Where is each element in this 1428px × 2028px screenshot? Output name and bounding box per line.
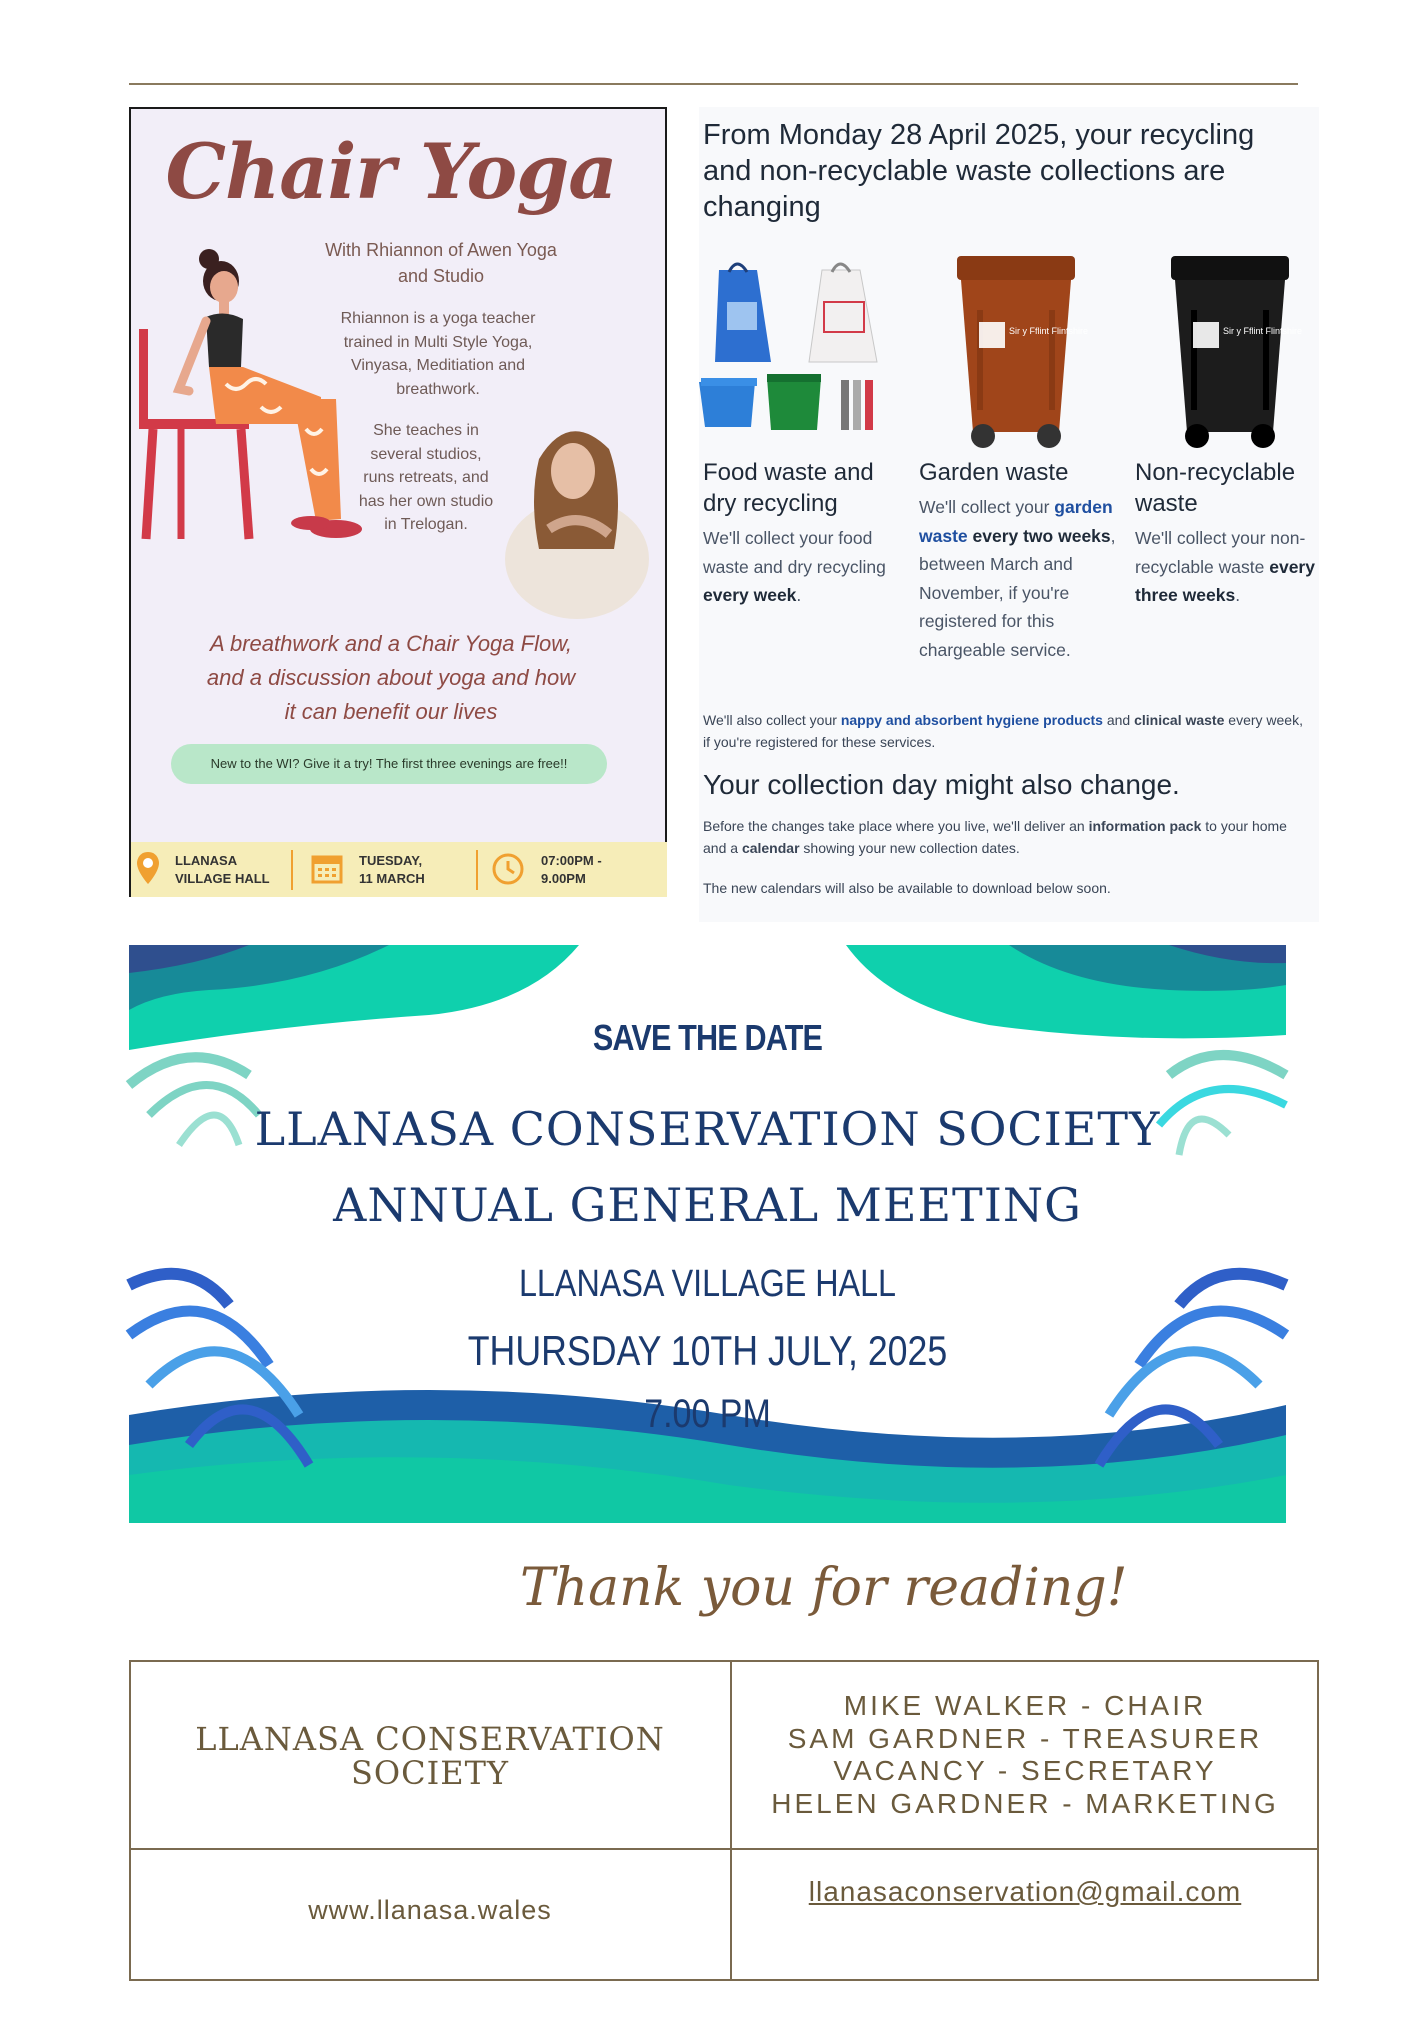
footer-society-name: LLANASA CONSERVATION SOCIETY: [195, 1720, 665, 1792]
hygiene-products-note: We'll also collect your nappy and absorbent hygiene products and clinical waste every week, if you're registered for these services.: [703, 712, 1303, 750]
table-row-divider: [129, 1848, 1319, 1850]
garden-waste-column: [919, 457, 1119, 664]
yoga-event-details: [131, 842, 667, 897]
officer-marketing: HELEN GARDNER - MARKETING: [771, 1787, 1279, 1819]
collection-day-heading: Your collection day might also change.: [703, 769, 1180, 800]
agm-venue: LLANASA VILLAGE HALL: [518, 1263, 897, 1305]
yoga-venue: LLANASA VILLAGE HALL: [175, 853, 270, 886]
email-link[interactable]: llanasaconservation@gmail.com: [808, 1876, 1242, 1907]
food-waste-text: We'll collect your food waste and dry recycling every week.: [703, 528, 886, 605]
black-bin-label: Sir y Fflint Flintshire: [1223, 326, 1303, 336]
yoga-instructor: With Rhiannon of Awen Yoga and Studio: [325, 240, 557, 286]
thank-you-text: Thank you for reading!: [520, 1558, 1128, 1618]
calendar-icon: [311, 852, 343, 884]
recycling-containers-image: [699, 262, 899, 437]
yoga-title: Chair Yoga: [165, 127, 617, 216]
yoga-studios-text: She teaches in several studios, runs retreats, and has her own studio in Trelogan.: [358, 422, 494, 533]
save-the-date-banner: [129, 945, 1286, 1523]
table-column-divider: [730, 1660, 732, 1981]
information-pack-text: Before the changes take place where you live, we'll deliver an information pack to your home and a calendar showing your new collection dates.: [703, 818, 1287, 856]
location-pin-icon: [135, 850, 161, 886]
recycling-notice: [699, 107, 1319, 922]
clock-icon: [491, 852, 525, 886]
garden-waste-bin-image: [951, 252, 1089, 452]
non-recyclable-column: [1135, 457, 1321, 610]
yoga-bio: Rhiannon is a yoga teacher trained in Multi Style Yoga, Vinyasa, Meditiation and breathwork.: [340, 310, 536, 398]
yoga-date: TUESDAY, 11 MARCH: [359, 853, 425, 886]
garden-waste-text: We'll collect your garden waste every two weeks, between March and November, if you're registered for this chargeable service.: [919, 497, 1116, 660]
yoga-time: 07:00PM - 9.00PM: [541, 853, 602, 886]
chair-yoga-illustration: [131, 239, 381, 559]
instructor-photo: [499, 409, 649, 579]
agm-society-name: LLANASA CONSERVATION SOCIETY: [254, 1102, 1161, 1156]
officer-secretary: VACANCY - SECRETARY: [833, 1755, 1217, 1786]
food-waste-heading: Food waste and dry recycling: [703, 459, 874, 517]
chair-yoga-poster: [129, 107, 667, 897]
food-waste-column: [703, 457, 903, 610]
non-recyclable-bin-image: [1165, 252, 1303, 452]
agm-date: THURSDAY 10TH JULY, 2025: [467, 1327, 948, 1374]
yoga-flow-description: A breathwork and a Chair Yoga Flow, and a discussion about yoga and how it can benefit our lives: [206, 631, 576, 724]
non-recyclable-text: We'll collect your non-recyclable waste every three weeks.: [1135, 528, 1315, 605]
website-link[interactable]: www.llanasa.wales: [308, 1895, 552, 1925]
garden-waste-heading: Garden waste: [919, 459, 1069, 486]
recycling-headline: From Monday 28 April 2025, your recycling and non-recyclable waste collections are changing: [703, 119, 1255, 223]
committee-officers: [733, 1690, 1317, 1820]
top-divider: [129, 83, 1298, 85]
agm-time: 7.00 PM: [644, 1392, 771, 1436]
thank-you-handwriting: [500, 1535, 1128, 1645]
calendar-download-text: The new calendars will also be available to download below soon.: [703, 880, 1111, 896]
wi-free-trial-badge: New to the WI? Give it a try! The first three evenings are free!!: [171, 744, 607, 784]
officer-treasurer: SAM GARDNER - TREASURER: [787, 1722, 1263, 1754]
save-the-date-label: SAVE THE DATE: [592, 1017, 823, 1058]
agm-meeting-title: ANNUAL GENERAL MEETING: [333, 1178, 1082, 1232]
non-recyclable-heading: Non-recyclable waste: [1135, 459, 1296, 517]
garden-bin-label: Sir y Fflint Flintshire: [1009, 326, 1089, 336]
officer-chair: MIKE WALKER - CHAIR: [843, 1690, 1207, 1721]
